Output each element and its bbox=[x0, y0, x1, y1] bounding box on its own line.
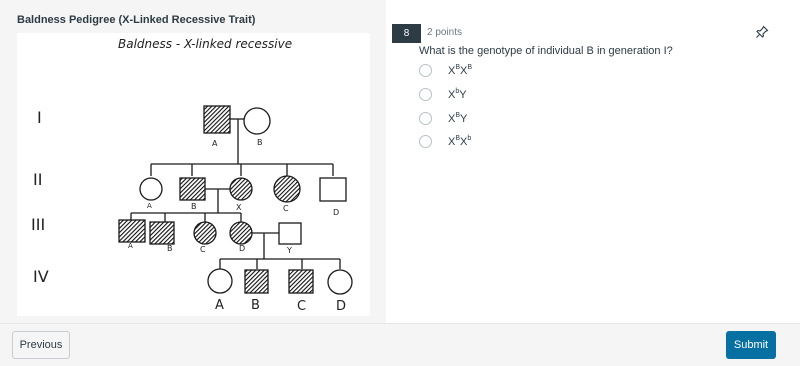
gen3-female-c bbox=[194, 222, 216, 244]
gen1-female-b bbox=[244, 108, 270, 134]
gen2-male-d bbox=[320, 178, 346, 201]
generation-label-iv: IV bbox=[33, 267, 49, 286]
svg-text:B: B bbox=[167, 244, 173, 253]
svg-text:B: B bbox=[257, 138, 263, 147]
option-label: $X^bY$ bbox=[448, 87, 467, 101]
answer-option[interactable] bbox=[419, 110, 467, 126]
question-number-badge: 8 bbox=[392, 24, 421, 43]
generation-label-i: I bbox=[37, 108, 42, 127]
gen3-male-a bbox=[119, 220, 145, 242]
option-label: $X^BX^B$ bbox=[448, 63, 473, 77]
svg-text:D: D bbox=[239, 244, 246, 253]
gen1-male-a bbox=[204, 106, 230, 133]
answer-option[interactable] bbox=[419, 62, 472, 78]
svg-text:A: A bbox=[212, 139, 218, 148]
option-label: $X^BY$ bbox=[448, 111, 468, 125]
pedigree-title: Baldness Pedigree (X-Linked Recessive Trait) bbox=[17, 14, 256, 26]
gen3-female-d bbox=[230, 222, 252, 244]
svg-text:B: B bbox=[191, 202, 197, 211]
svg-text:A: A bbox=[147, 202, 152, 210]
generation-label-ii: II bbox=[33, 170, 43, 189]
pedigree-image bbox=[17, 33, 370, 316]
gen4-female-a bbox=[208, 269, 232, 293]
answer-option[interactable] bbox=[419, 86, 467, 102]
svg-text:Y: Y bbox=[287, 246, 292, 255]
submit-button[interactable]: Submit bbox=[726, 331, 776, 359]
gen2-female-a bbox=[140, 178, 162, 200]
radio-button[interactable] bbox=[419, 64, 432, 77]
gen2-female-c bbox=[274, 176, 300, 202]
question-points: 2 points bbox=[427, 27, 463, 38]
svg-text:B: B bbox=[251, 298, 260, 313]
question-text: What is the genotype of individual B in generation I? bbox=[419, 45, 673, 57]
svg-text:A: A bbox=[128, 242, 133, 250]
svg-text:C: C bbox=[283, 204, 289, 213]
radio-button[interactable] bbox=[419, 112, 432, 125]
gen3-male-y bbox=[279, 223, 301, 244]
gen4-male-c bbox=[289, 270, 313, 293]
gen4-female-d bbox=[328, 270, 352, 294]
option-label: $X^BX^b$ bbox=[448, 134, 472, 148]
svg-text:D: D bbox=[333, 208, 340, 217]
gen3-male-b bbox=[150, 222, 174, 244]
gen2-female-x bbox=[230, 178, 252, 200]
svg-text:C: C bbox=[200, 245, 206, 254]
footer-bar bbox=[0, 323, 800, 366]
previous-button[interactable]: Previous bbox=[12, 331, 70, 359]
svg-text:D: D bbox=[336, 299, 347, 314]
gen2-male-b bbox=[180, 178, 205, 200]
svg-text:X: X bbox=[236, 203, 242, 212]
pedigree-heading: Baldness - X-linked recessive bbox=[118, 37, 293, 51]
svg-text:A: A bbox=[215, 298, 224, 313]
gen4-male-b bbox=[245, 270, 268, 293]
generation-label-iii: III bbox=[31, 215, 46, 234]
pin-icon[interactable] bbox=[755, 25, 769, 39]
svg-text:C: C bbox=[297, 299, 307, 314]
radio-button[interactable] bbox=[419, 88, 432, 101]
answer-option[interactable] bbox=[419, 133, 471, 149]
radio-button[interactable] bbox=[419, 135, 432, 148]
